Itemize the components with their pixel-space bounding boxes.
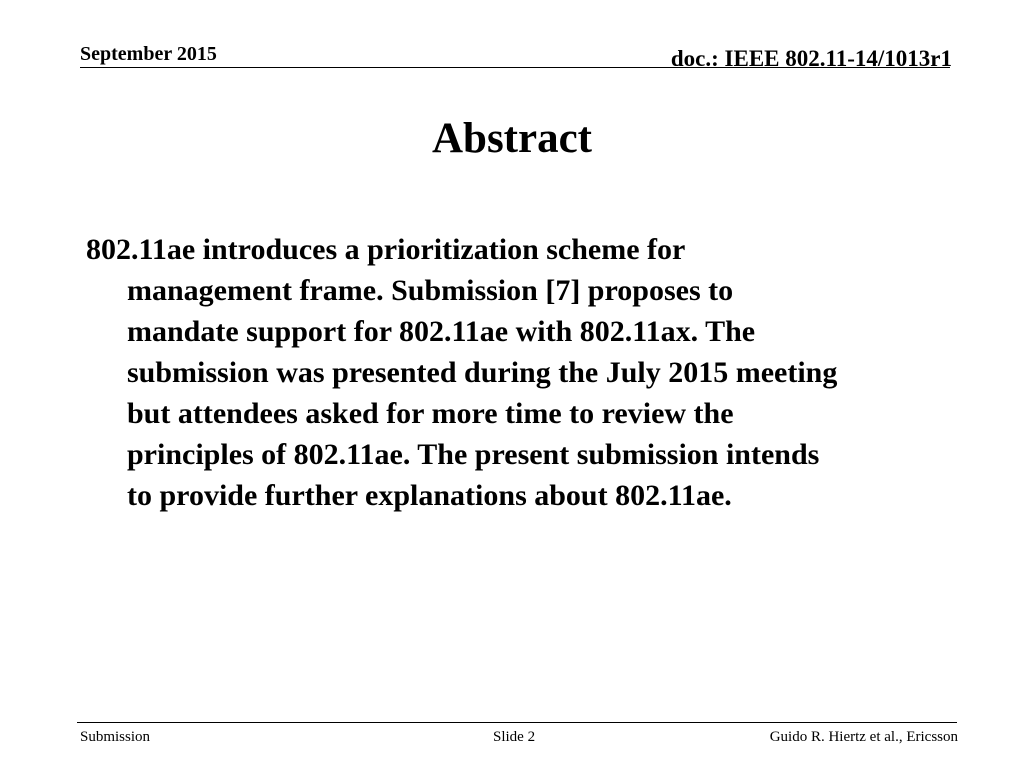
- abstract-line: principles of 802.11ae. The present submission intends: [127, 438, 820, 471]
- abstract-line: to provide further explanations about 802.11ae.: [127, 479, 732, 512]
- abstract-line: submission was presented during the July 2015 meeting: [127, 356, 838, 389]
- footer-author: Guido R. Hiertz et al., Ericsson: [769, 729, 958, 745]
- footer-divider: [77, 722, 957, 723]
- abstract-line: mandate support for 802.11ae with 802.11ax. The: [127, 315, 756, 348]
- header-date: September 2015: [80, 43, 217, 65]
- abstract-line: 802.11ae introduces a prioritization scheme for: [86, 233, 686, 266]
- header-divider: [80, 67, 950, 68]
- footer-submission: Submission: [80, 729, 151, 745]
- abstract-line: but attendees asked for more time to review the: [127, 397, 734, 430]
- footer-slide-number: Slide 2: [493, 729, 536, 745]
- header-doc-id: doc.: IEEE 802.11-14/1013r1: [670, 46, 952, 71]
- slide-title: Abstract: [431, 115, 592, 162]
- abstract-body: [86, 229, 966, 516]
- abstract-line: management frame. Submission [7] proposes to: [127, 274, 734, 307]
